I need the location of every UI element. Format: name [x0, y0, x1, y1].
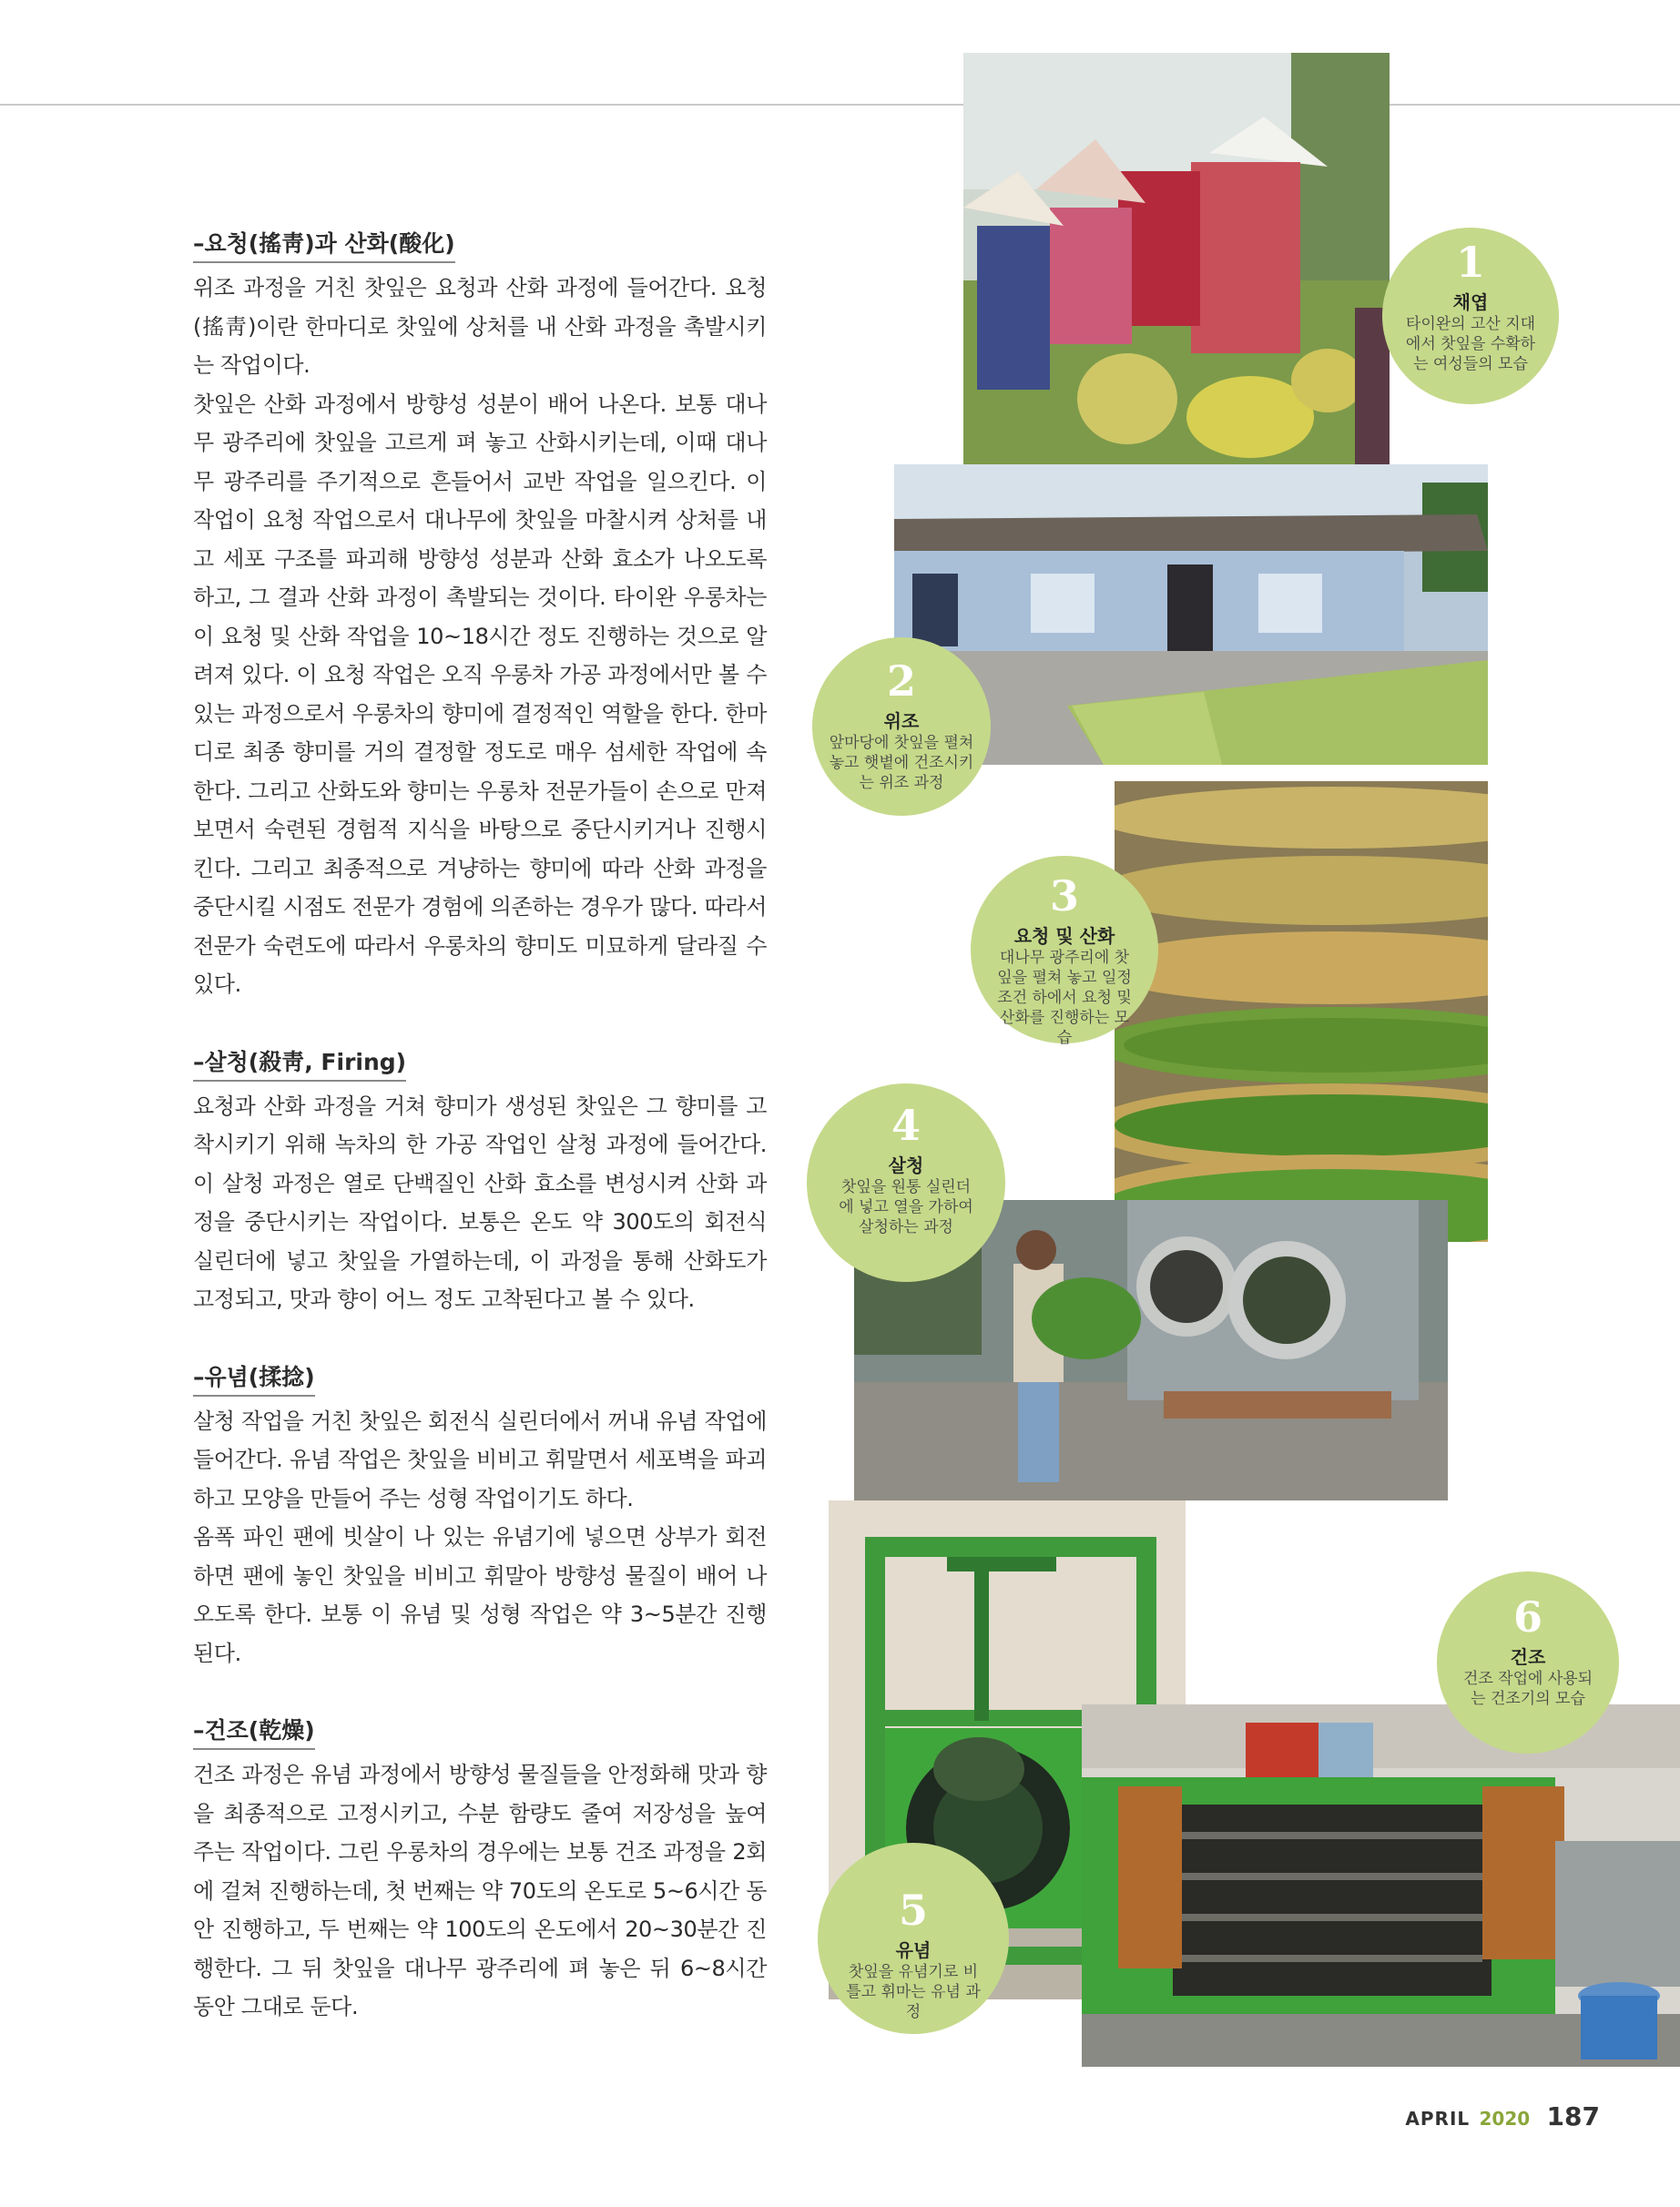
step-title: 위조	[883, 710, 920, 732]
step-caption: 건조 작업에 사용되는 건조기의 모습	[1462, 1670, 1593, 1708]
step-number: 5	[898, 1886, 928, 1935]
paragraph: 위조 과정을 거친 찻잎은 요청과 산화 과정에 들어간다. 요청(搖靑)이란 한마디로 찻잎에 상처를 내 산화 과정을 촉발시키는 작업이다.	[193, 275, 767, 378]
section-heading: –요청(搖靑)과 산화(酸化)	[193, 226, 455, 263]
step-number: 6	[1512, 1592, 1543, 1642]
step-number: 4	[891, 1101, 921, 1150]
page-footer	[1405, 2101, 1600, 2131]
step-title: 요청 및 산화	[1013, 925, 1115, 947]
footer-month: APRIL	[1405, 2108, 1471, 2130]
step-title: 채엽	[1452, 291, 1489, 313]
step-badge-2	[812, 637, 991, 816]
section-heading: –유념(揉捻)	[193, 1359, 315, 1397]
section-salcheong	[193, 1044, 767, 1319]
step-caption: 대나무 광주리에 찻잎을 펼쳐 놓고 일정 조건 하에서 요청 및 산화를 진행하는 모습	[997, 949, 1132, 1047]
step-caption: 찻잎을 원통 실린더에 넣고 열을 가하여 살청하는 과정	[839, 1178, 973, 1236]
section-heading: –건조(乾燥)	[193, 1713, 315, 1750]
paragraph: 살청 작업을 거친 찻잎은 회전식 실린더에서 꺼내 유념 작업에 들어간다. 유념 작업은 찻잎을 비비고 휘말면서 세포벽을 파괴하고 모양을 만들어 주는 성형 작업이기도 하다.	[193, 1408, 767, 1511]
top-rule	[0, 104, 1680, 106]
photo-dryer	[1082, 1704, 1680, 2067]
step-badge-1	[1382, 228, 1559, 404]
section-yocheong	[193, 226, 767, 1004]
footer-year: 2020	[1479, 2108, 1531, 2130]
photo-tea-picking	[963, 53, 1390, 464]
paragraph: 요청과 산화 과정을 거쳐 향미가 생성된 찻잎은 그 향미를 고착시키기 위해 녹차의 한 가공 작업인 살청 과정에 들어간다. 이 살청 과정은 열로 단백질인 산화 효소를 변성시켜 산화 과정을 중단시키는 작업이다. 보통은 온도 약 300도의 회전식 실린더에 넣고 찻잎을 가열하는데, 이 과정을 통해 산화도가 고정되고, 맛과 향이 어느 정도 고착된다고 볼 수 있다.	[193, 1093, 767, 1312]
section-geonjo	[193, 1713, 767, 2027]
article-body	[193, 226, 767, 2067]
step-caption: 찻잎을 유념기로 비틀고 휘마는 유념 과정	[846, 1963, 981, 2021]
step-badge-6	[1437, 1571, 1619, 1754]
step-caption: 타이완의 고산 지대에서 찻잎을 수확하는 여성들의 모습	[1405, 315, 1536, 373]
step-number: 2	[886, 656, 916, 706]
step-badge-4	[807, 1083, 1005, 1282]
step-number: 1	[1455, 238, 1485, 287]
paragraph: 옴폭 파인 팬에 빗살이 나 있는 유념기에 넣으면 상부가 회전하면 팬에 놓인 찻잎을 비비고 휘말아 방향성 물질이 배어 나오도록 한다. 보통 이 유념 및 성형 작업은 약 3~5분간 진행된다.	[193, 1524, 767, 1666]
page-number: 187	[1546, 2101, 1600, 2131]
paragraph: 찻잎은 산화 과정에서 방향성 성분이 배어 나온다. 보통 대나무 광주리에 찻잎을 고르게 펴 놓고 산화시키는데, 이때 대나무 광주리를 주기적으로 흔들어서 교반 작업을 일으킨다. 이 작업이 요청 작업으로서 대나무에 찻잎을 마찰시켜 상처를 내고 세포 구조를 파괴해 방향성 성분과 산화 효소가 나오도록 하고, 그 결과 산화 과정이 촉발되는 것이다. 타이완 우롱차는 이 요청 및 산화 작업을 10~18시간 정도 진행하는 것으로 알려져 있다. 이 요청 작업은 오직 우롱차 가공 과정에서만 볼 수 있는 과정으로서 우롱차의 향미에 결정적인 역할을 한다. 한마디로 최종 향미를 거의 결정할 정도로 매우 섬세한 작업에 속한다. 그리고 산화도와 향미는 우롱차 전문가들이 손으로 만져 보면서 숙련된 경험적 지식을 바탕으로 중단시키거나 진행시킨다. 그리고 최종적으로 겨냥하는 향미에 따라 산화 과정을 중단시킬 시점도 전문가 경험에 의존하는 경우가 많다. 따라서 전문가 숙련도에 따라서 우롱차의 향미도 미묘하게 달라질 수 있다.	[193, 391, 767, 997]
paragraph: 건조 과정은 유념 과정에서 방향성 물질들을 안정화해 맛과 향을 최종적으로 고정시키고, 수분 함량도 줄여 저장성을 높여 주는 작업이다. 그린 우롱차의 경우에는 보통 건조 과정을 2회에 걸쳐 진행하는데, 첫 번째는 약 70도의 온도로 5~6시간 동안 진행하고, 두 번째는 약 100도의 온도에서 20~30분간 진행한다. 그 뒤 찻잎을 대나무 광주리에 펴 놓은 뒤 6~8시간 동안 그대로 둔다.	[193, 1762, 767, 2019]
step-badge-3	[971, 856, 1158, 1047]
step-title: 건조	[1510, 1646, 1546, 1668]
section-heading: –살청(殺靑, Firing)	[193, 1044, 406, 1082]
step-title: 살청	[888, 1154, 924, 1176]
step-title: 유념	[895, 1939, 932, 1961]
step-number: 3	[1049, 871, 1079, 920]
section-yunyeom	[193, 1359, 767, 1673]
step-caption: 앞마당에 찻잎을 펼쳐 놓고 햇볕에 건조시키는 위조 과정	[829, 734, 974, 792]
photo-bamboo-racks	[1115, 781, 1488, 1242]
step-badge-5	[818, 1843, 1009, 2034]
